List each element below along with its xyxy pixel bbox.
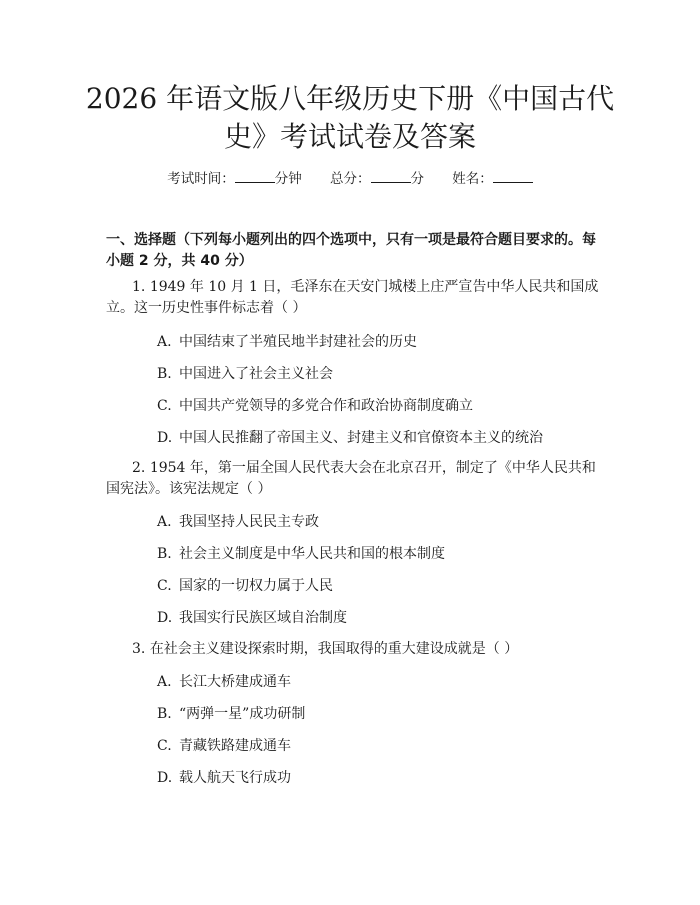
exam-meta xyxy=(0,168,700,189)
option-3b xyxy=(157,704,305,724)
option-letter: D. xyxy=(157,610,173,626)
question-stem: 在社会主义建设探索时期，我国取得的重大建设成就是（ ） xyxy=(149,641,519,657)
question-3 xyxy=(106,639,600,660)
option-text: 青藏铁路建成通车 xyxy=(179,738,291,754)
question-number: 2. xyxy=(132,460,146,476)
option-2d xyxy=(157,608,347,628)
option-2c xyxy=(157,576,333,596)
option-text: 国家的一切权力属于人民 xyxy=(179,578,333,594)
title-line-1: 2026 年语文版八年级历史下册《中国古代 xyxy=(85,82,615,115)
time-label: 考试时间： xyxy=(167,171,235,187)
option-3a xyxy=(157,672,291,692)
option-text: 长江大桥建成通车 xyxy=(179,674,291,690)
question-stem: 1954 年，第一届全国人民代表大会在北京召开，制定了《中华人民共和国宪法》。该宪法规定（ ） xyxy=(106,460,596,497)
option-letter: D. xyxy=(157,770,173,786)
option-text: 中国共产党领导的多党合作和政治协商制度确立 xyxy=(179,398,473,414)
total-score xyxy=(330,171,428,187)
question-number: 3. xyxy=(132,641,146,657)
option-text: 载人航天飞行成功 xyxy=(179,770,291,786)
title-line-2: 史》考试试卷及答案 xyxy=(223,120,476,153)
time-blank xyxy=(235,168,275,183)
option-text: “两弹一星”成功研制 xyxy=(179,706,306,722)
option-text: 我国实行民族区域自治制度 xyxy=(179,610,347,626)
option-letter: C. xyxy=(157,578,172,594)
question-stem: 1949 年 10 月 1 日，毛泽东在天安门城楼上庄严宣告中华人民共和国成立。这一历史性事件标志着（ ） xyxy=(106,279,599,316)
option-text: 中国结束了半殖民地半封建社会的历史 xyxy=(179,334,417,350)
student-name xyxy=(452,171,533,187)
option-2a xyxy=(157,512,319,532)
option-letter: A. xyxy=(157,674,172,690)
option-2b xyxy=(157,544,445,564)
exam-time xyxy=(167,171,306,187)
page-title xyxy=(0,80,700,156)
question-2 xyxy=(106,458,600,500)
option-letter: B. xyxy=(157,706,172,722)
score-blank xyxy=(371,168,411,183)
option-3d xyxy=(157,768,291,788)
option-letter: B. xyxy=(157,546,172,562)
option-letter: A. xyxy=(157,514,172,530)
option-text: 中国进入了社会主义社会 xyxy=(179,366,333,382)
question-1 xyxy=(106,277,600,319)
score-label: 总分： xyxy=(330,171,371,187)
option-text: 中国人民推翻了帝国主义、封建主义和官僚资本主义的统治 xyxy=(179,430,543,446)
name-blank xyxy=(493,168,533,183)
section-heading: 一、选择题（下列每小题列出的四个选项中，只有一项是最符合题目要求的。每小题 2 分，共 40 分） xyxy=(106,232,596,269)
option-3c xyxy=(157,736,291,756)
option-1d xyxy=(157,428,543,448)
option-1c xyxy=(157,396,473,416)
question-number: 1. xyxy=(132,279,146,295)
option-letter: B. xyxy=(157,366,172,382)
option-text: 社会主义制度是中华人民共和国的根本制度 xyxy=(179,546,445,562)
score-unit: 分 xyxy=(410,171,424,187)
option-1b xyxy=(157,364,333,384)
option-text: 我国坚持人民民主专政 xyxy=(179,514,319,530)
option-letter: D. xyxy=(157,430,173,446)
option-letter: C. xyxy=(157,398,172,414)
option-letter: C. xyxy=(157,738,172,754)
option-letter: A. xyxy=(157,334,172,350)
option-1a xyxy=(157,332,417,352)
time-unit: 分钟 xyxy=(274,171,302,187)
name-label: 姓名： xyxy=(452,171,493,187)
